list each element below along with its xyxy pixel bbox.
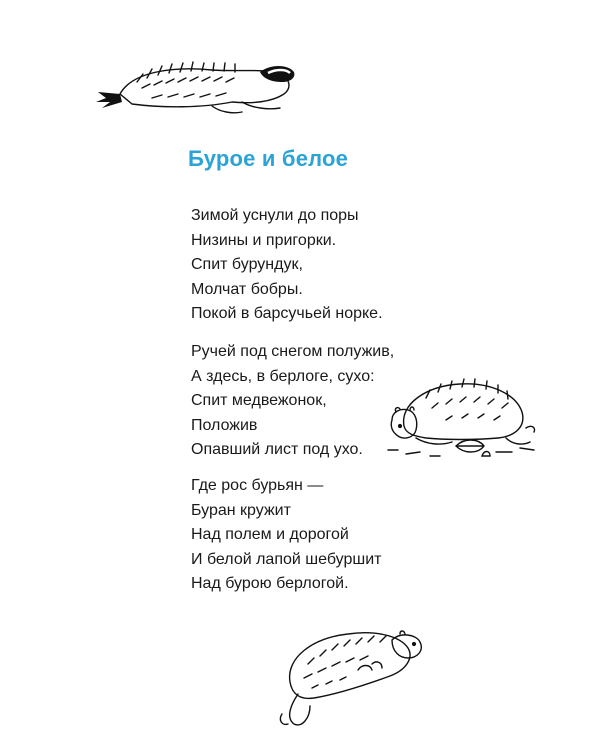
poem-line: Над бурою берлогой.: [191, 575, 349, 592]
sleeping-bear-cub-illustration: [386, 368, 542, 468]
poem-line: А здесь, в берлоге, сухо:: [191, 367, 375, 385]
sleeping-badger-illustration: [92, 52, 302, 122]
poem-line: Зимой уснули до поры: [191, 207, 359, 224]
poem-line: Низины и пригорки.: [191, 231, 337, 249]
poem-line: И белой лапой шебуршит: [191, 550, 382, 568]
poem-line: Спит бурундук,: [191, 256, 303, 273]
poem-line: Молчат бобры.: [191, 280, 303, 298]
poem-line: Ручей под снегом полужив,: [191, 343, 395, 360]
poem-line: Где рос бурьян —: [191, 477, 324, 494]
stanza-1: [191, 204, 383, 327]
stanza-2: [191, 340, 394, 463]
poem-line: Спит медвежонок,: [191, 392, 327, 409]
poem-line: Опавший лист под ухо.: [191, 441, 363, 458]
poem-line: Над полем и дорогой: [191, 526, 349, 543]
stanza-3: [191, 474, 381, 597]
poem-line: Положив: [191, 416, 258, 434]
poem-line: Буран кружит: [191, 501, 291, 519]
poem-title: Бурое и белое: [188, 146, 349, 171]
sleeping-beaver-illustration: [268, 620, 428, 730]
poem-line: Покой в барсучьей норке.: [191, 305, 383, 322]
